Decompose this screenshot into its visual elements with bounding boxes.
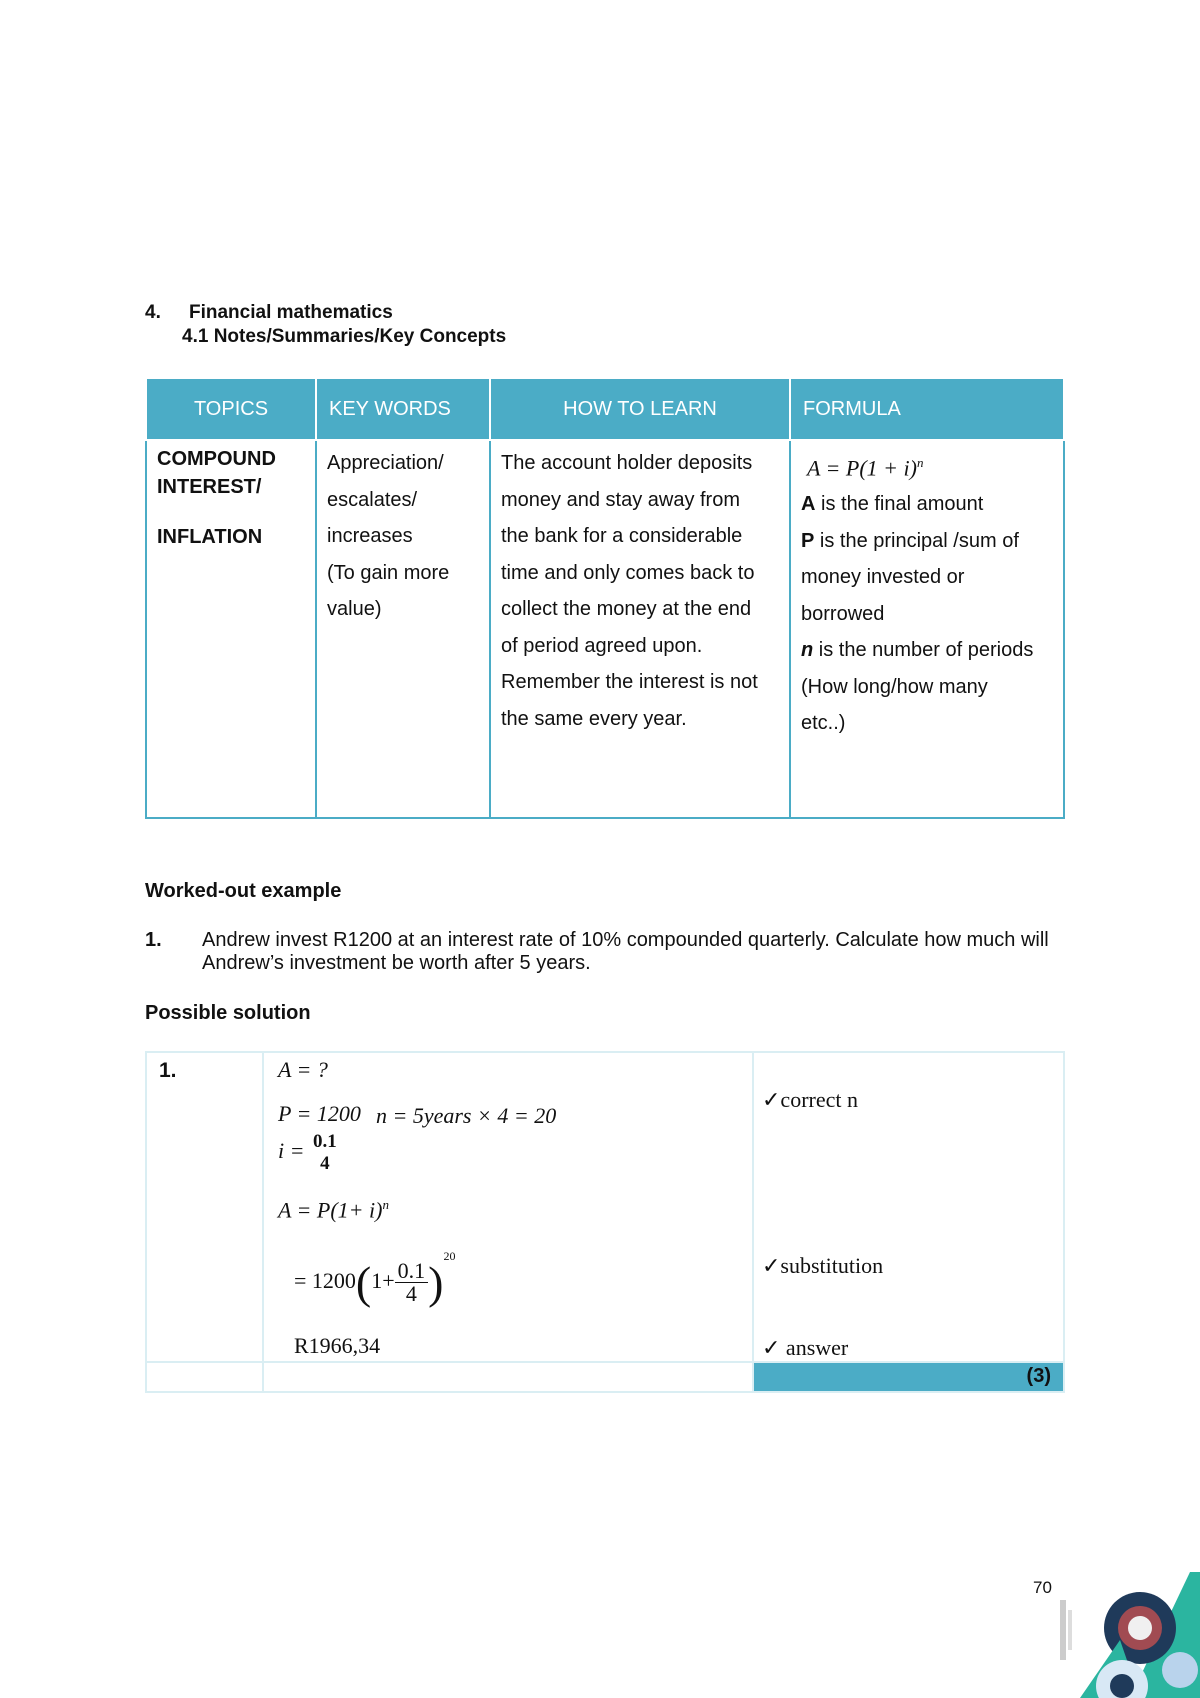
header-formula: FORMULA: [790, 379, 1064, 440]
total-marks: (3): [753, 1362, 1064, 1392]
formula-line: borrowed: [801, 602, 885, 625]
marks-column: [753, 1052, 1064, 1362]
step-rate: i = 0.1 4: [278, 1131, 337, 1174]
formula-line: (How long/how many: [801, 675, 988, 698]
how-line: the same every year.: [501, 707, 687, 730]
topic-line: COMPOUND: [157, 448, 276, 470]
step-periods: n = 5years × 4 = 20: [376, 1103, 557, 1128]
how-to-learn-cell: [490, 440, 790, 818]
key-word-line: escalates/: [327, 488, 418, 511]
solution-number: 1.: [146, 1052, 263, 1362]
formula-line: money invested or: [801, 566, 965, 589]
step-principal: P = 1200: [278, 1101, 361, 1126]
formula-cell: [790, 440, 1064, 818]
how-line: the bank for a considerable: [501, 525, 743, 547]
how-line: time and only comes back to: [501, 561, 755, 584]
notes-header-row: [146, 379, 1064, 440]
header-key-words: KEY WORDS: [316, 379, 490, 440]
section-subtitle: 4.1 Notes/Summaries/Key Concepts: [182, 326, 507, 347]
key-word-line: Appreciation/: [327, 452, 444, 474]
section-heading: [145, 302, 393, 324]
decorative-corner-graphic: [1060, 1570, 1200, 1698]
mark-substitution: ✓substitution: [762, 1253, 884, 1278]
solution-row: [146, 1052, 1064, 1362]
compound-formula: $A = P(1 + i)^n$: [807, 455, 924, 481]
topic-line: INFLATION: [157, 526, 263, 548]
section-number: 4.: [145, 302, 161, 323]
key-words-cell: [316, 440, 490, 818]
how-line: Remember the interest is not: [501, 671, 758, 693]
solution-title: Possible solution: [145, 1002, 311, 1024]
key-word-line: (To gain more: [327, 561, 450, 584]
formula-line: P is the principal /sum of: [801, 529, 1019, 552]
question-number: 1.: [145, 929, 162, 951]
question-text: Andrew invest R1200 at an interest rate of 10% compounded quarterly. Calculate how much will Andrew’s investment be worth after 5 years.: [202, 929, 1049, 974]
step-answer: R1966,34: [294, 1333, 381, 1358]
notes-table: [145, 379, 1065, 819]
solution-working: [263, 1052, 753, 1362]
step-substitution: = 1200(1+ $\frac{0.1}{4}$ )$^{20}$: [294, 1249, 456, 1308]
mark-correct-n: ✓correct n: [762, 1087, 858, 1112]
header-how-to-learn: HOW TO LEARN: [490, 379, 790, 440]
how-line: collect the money at the end: [501, 598, 752, 620]
page-number: 70: [1033, 1578, 1052, 1597]
mark-answer: ✓ answer: [762, 1335, 849, 1360]
how-line: money and stay away from: [501, 488, 740, 511]
header-topics: TOPICS: [146, 379, 316, 440]
formula-line: etc..): [801, 712, 846, 735]
formula-line: A is the final amount: [801, 493, 984, 516]
key-word-line: increases: [327, 525, 413, 547]
total-row: [146, 1362, 1064, 1392]
how-line: of period agreed upon.: [501, 634, 703, 657]
how-line: The account holder deposits: [501, 452, 753, 474]
worked-example-title: Worked-out example: [145, 880, 342, 902]
section-title: Financial mathematics: [189, 302, 393, 323]
key-word-line: value): [327, 598, 382, 620]
step-formula: $A = P(1+ i)^n$: [278, 1197, 389, 1223]
solution-table: [145, 1051, 1065, 1393]
formula-line: n is the number of periods: [801, 639, 1034, 662]
step-unknown: A = ?: [278, 1057, 328, 1082]
notes-row: [146, 440, 1064, 818]
topic-line: INTEREST/: [157, 476, 262, 498]
topic-cell: [146, 440, 316, 818]
